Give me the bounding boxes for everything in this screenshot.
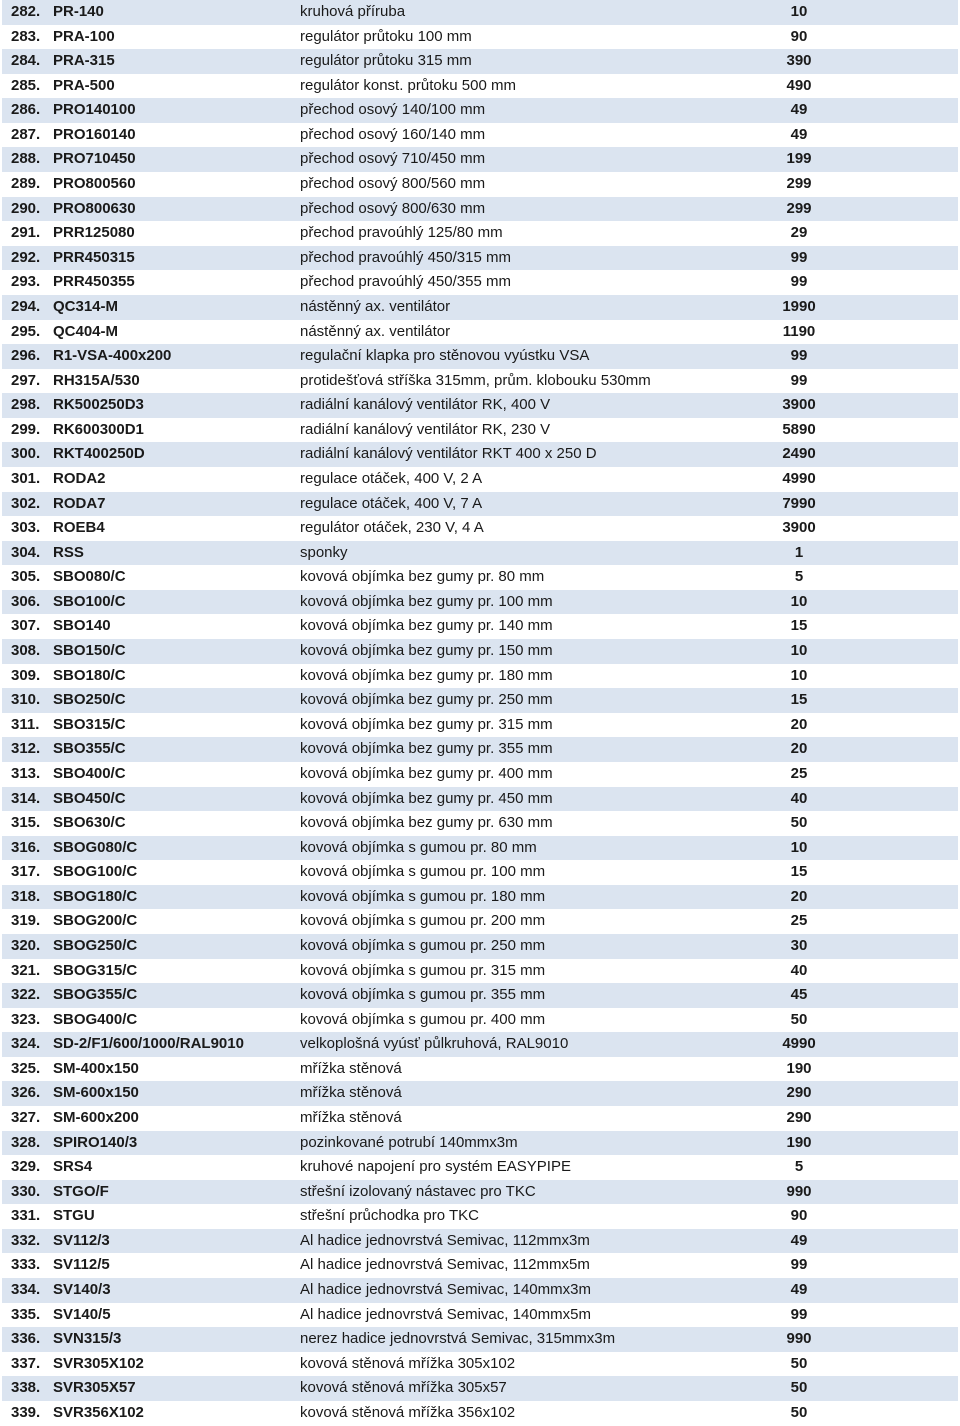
row-number: 290. [11,199,41,217]
product-code: PRO710450 [53,150,136,168]
table-row [2,541,958,566]
product-description: kovová objímka bez gumy pr. 180 mm [300,666,553,684]
product-description: kovová objímka s gumou pr. 355 mm [300,986,546,1004]
product-code: SVR305X102 [53,1354,144,1372]
product-price: 30 [790,936,808,954]
product-description: kovová stěnová mřížka 356x102 [300,1403,516,1421]
row-number: 286. [11,101,41,119]
product-code: PRO140100 [53,101,136,119]
row-number: 294. [11,297,41,315]
table-row [2,1401,958,1426]
product-price: 15 [790,617,808,635]
product-description: pozinkované potrubí 140mmx3m [300,1133,518,1151]
table-row [2,1131,958,1156]
product-description: přechod pravoúhlý 450/315 mm [300,248,511,266]
product-description: Al hadice jednovrstvá Semivac, 112mmx3m [300,1231,590,1249]
row-number: 321. [11,961,41,979]
product-price: 1190 [782,322,816,340]
product-description: přechod pravoúhlý 450/355 mm [300,273,511,291]
product-description: přechod pravoúhlý 125/80 mm [300,224,503,242]
row-number: 338. [11,1379,41,1397]
product-price: 290 [786,1109,812,1127]
product-code: PRR450315 [53,248,135,266]
product-description: kovová objímka s gumou pr. 100 mm [300,863,546,881]
row-number: 313. [11,764,41,782]
product-price: 15 [790,691,808,709]
product-description: kovová objímka bez gumy pr. 630 mm [300,814,553,832]
row-number: 311. [11,715,40,733]
table-row [2,270,958,295]
table-row [2,98,958,123]
product-code: STGO/F [53,1182,109,1200]
product-code: SBO180/C [53,666,126,684]
product-code: SBO630/C [53,814,126,832]
product-code: SBO450/C [53,789,126,807]
table-row [2,1253,958,1278]
product-description: kovová objímka bez gumy pr. 140 mm [300,617,553,635]
product-description: sponky [300,543,348,561]
table-row [2,1352,958,1377]
product-code: SV112/5 [53,1256,110,1274]
product-price: 49 [790,1231,808,1249]
product-code: ROEB4 [53,519,105,537]
product-code: SM-600x200 [53,1109,139,1127]
product-description: kovová objímka bez gumy pr. 315 mm [300,715,553,733]
product-price: 299 [786,199,812,217]
product-price: 49 [790,1281,808,1299]
table-row [2,197,958,222]
product-description: radiální kanálový ventilátor RKT 400 x 250 D [300,445,597,463]
row-number: 318. [11,887,41,905]
product-price: 5890 [782,420,816,438]
product-price: 3900 [782,519,816,537]
product-description: regulátor průtoku 315 mm [300,52,472,70]
product-price: 90 [790,1207,808,1225]
product-price: 50 [790,1403,808,1421]
table-row [2,516,958,541]
product-code: SVR305X57 [53,1379,136,1397]
table-row [2,1303,958,1328]
table-row [2,885,958,910]
product-description: nástěnný ax. ventilátor [300,322,451,340]
product-price: 190 [786,1133,812,1151]
product-description: regulátor konst. průtoku 500 mm [300,76,516,94]
row-number: 297. [11,371,41,389]
row-number: 299. [11,420,41,438]
product-description: radiální kanálový ventilátor RK, 230 V [300,420,551,438]
table-row [2,1081,958,1106]
product-description: kovová objímka bez gumy pr. 250 mm [300,691,553,709]
product-description: regulátor otáček, 230 V, 4 A [300,519,484,537]
product-description: kruhové napojení pro systém EASYPIPE [300,1158,571,1176]
row-number: 304. [11,543,41,561]
product-description: regulátor průtoku 100 mm [300,27,472,45]
table-row [2,1155,958,1180]
product-price: 4990 [782,469,816,487]
product-code: PRA-500 [53,76,115,94]
product-price: 190 [786,1059,812,1077]
row-number: 323. [11,1010,41,1028]
row-number: 307. [11,617,41,635]
product-code: SBO140 [53,617,111,635]
product-code: SBOG100/C [53,863,138,881]
table-row [2,1032,958,1057]
row-number: 291. [11,224,41,242]
product-code: PRR125080 [53,224,135,242]
product-price: 99 [790,1256,808,1274]
product-price: 99 [790,273,808,291]
row-number: 283. [11,27,41,45]
table-row [2,1376,958,1401]
product-code: STGU [53,1207,95,1225]
product-code: PRO160140 [53,125,136,143]
product-price: 20 [790,740,808,758]
product-price: 29 [790,224,808,242]
row-number: 339. [11,1403,41,1421]
row-number: 282. [11,3,41,20]
product-price: 10 [790,3,808,20]
product-price: 290 [786,1084,812,1102]
product-description: kovová objímka s gumou pr. 80 mm [300,838,537,856]
product-price: 40 [790,789,808,807]
product-price: 5 [794,1158,804,1176]
product-code: RODA7 [53,494,106,512]
product-code: SM-400x150 [53,1059,139,1077]
product-price: 20 [790,887,808,905]
product-code: SBO355/C [53,740,126,758]
table-row [2,369,958,394]
row-number: 334. [11,1281,41,1299]
product-description: kovová objímka s gumou pr. 180 mm [300,887,546,905]
product-price: 50 [790,1379,808,1397]
product-price: 10 [790,642,808,660]
product-description: regulační klapka pro stěnovou vyústku VSA [300,347,590,365]
table-row [2,737,958,762]
row-number: 331. [11,1207,41,1225]
product-description: střešní průchodka pro TKC [300,1207,479,1225]
product-price: 49 [790,101,808,119]
table-row [2,320,958,345]
product-code: SBOG200/C [53,912,138,930]
table-row [2,688,958,713]
table-row [2,295,958,320]
table-row [2,590,958,615]
product-code: RODA2 [53,469,106,487]
product-code: QC404-M [53,322,119,340]
row-number: 333. [11,1256,41,1274]
row-number: 319. [11,912,41,930]
product-price: 40 [790,961,808,979]
product-code: RH315A/530 [53,371,140,389]
table-row [2,221,958,246]
row-number: 298. [11,396,41,414]
product-description: kovová objímka bez gumy pr. 100 mm [300,592,553,610]
product-price: 99 [790,1305,808,1323]
row-number: 287. [11,125,41,143]
row-number: 308. [11,642,41,660]
table-row [2,467,958,492]
product-code: RSS [53,543,84,561]
row-number: 306. [11,592,41,610]
product-description: přechod osový 710/450 mm [300,150,486,168]
product-price: 2490 [782,445,816,463]
row-number: 336. [11,1330,41,1348]
product-code: SBOG080/C [53,838,138,856]
product-price: 50 [790,1010,808,1028]
product-price: 49 [790,125,808,143]
product-description: velkoplošná vyúsť půlkruhová, RAL9010 [300,1035,569,1053]
product-code: RK500250D3 [53,396,144,414]
product-price: 490 [786,76,812,94]
product-price: 390 [786,52,812,70]
table-row [2,909,958,934]
product-price: 5 [794,568,804,586]
product-description: kovová objímka bez gumy pr. 450 mm [300,789,553,807]
product-code: SVN315/3 [53,1330,122,1348]
table-row [2,492,958,517]
row-number: 327. [11,1109,41,1127]
product-description: kovová objímka bez gumy pr. 80 mm [300,568,545,586]
table-row [2,246,958,271]
product-description: kovová objímka s gumou pr. 400 mm [300,1010,546,1028]
table-row [2,860,958,885]
product-price: 299 [786,175,812,193]
product-code: PRO800560 [53,175,136,193]
table-row [2,172,958,197]
table-row [2,74,958,99]
product-code: QC314-M [53,297,119,315]
product-description: kovová objímka s gumou pr. 250 mm [300,936,546,954]
row-number: 302. [11,494,41,512]
product-code: PRA-100 [53,27,115,45]
row-number: 322. [11,986,41,1004]
table-row [2,418,958,443]
row-number: 326. [11,1084,41,1102]
table-row [2,1327,958,1352]
product-code: SBOG315/C [53,961,138,979]
product-code: PRA-315 [53,52,115,70]
row-number: 317. [11,863,41,881]
product-code: PRO800630 [53,199,136,217]
row-number: 314. [11,789,41,807]
row-number: 285. [11,76,41,94]
product-code: SBO150/C [53,642,126,660]
product-description: kovová objímka bez gumy pr. 400 mm [300,764,553,782]
row-number: 303. [11,519,41,537]
row-number: 329. [11,1158,41,1176]
table-row [2,811,958,836]
table-row [2,393,958,418]
table-row [2,49,958,74]
table-row [2,1229,958,1254]
row-number: 312. [11,740,41,758]
table-row [2,147,958,172]
product-description: kovová objímka s gumou pr. 315 mm [300,961,546,979]
product-description: kovová objímka bez gumy pr. 355 mm [300,740,553,758]
row-number: 320. [11,936,41,954]
product-description: přechod osový 140/100 mm [300,101,486,119]
row-number: 284. [11,52,41,70]
table-row [2,836,958,861]
product-price: 90 [790,27,808,45]
product-price: 1990 [782,297,816,315]
row-number: 332. [11,1231,41,1249]
table-row [2,1204,958,1229]
product-code: PRR450355 [53,273,135,291]
product-price: 1 [794,543,804,561]
product-code: SM-600x150 [53,1084,139,1102]
table-row [2,25,958,50]
product-description: střešní izolovaný nástavec pro TKC [300,1182,536,1200]
product-description: přechod osový 800/630 mm [300,199,486,217]
product-description: Al hadice jednovrstvá Semivac, 112mmx5m [300,1256,590,1274]
row-number: 301. [11,469,41,487]
table-row [2,639,958,664]
product-description: přechod osový 160/140 mm [300,125,486,143]
product-description: mřížka stěnová [300,1084,402,1102]
product-code: SBO100/C [53,592,126,610]
table-row [2,614,958,639]
product-code: RKT400250D [53,445,145,463]
product-description: nástěnný ax. ventilátor [300,297,451,315]
product-code: SPIRO140/3 [53,1133,138,1151]
table-row [2,983,958,1008]
product-price: 45 [790,986,808,1004]
product-price: 99 [790,347,808,365]
table-row [2,664,958,689]
product-code: SRS4 [53,1158,93,1176]
table-row [2,762,958,787]
row-number: 292. [11,248,41,266]
product-code: SBO080/C [53,568,126,586]
table-row [2,934,958,959]
product-price: 10 [790,838,808,856]
product-price: 99 [790,371,808,389]
table-row [2,123,958,148]
product-description: regulace otáček, 400 V, 2 A [300,469,483,487]
row-number: 315. [11,814,41,832]
product-price: 25 [790,764,808,782]
product-price: 990 [786,1330,812,1348]
table-row [2,959,958,984]
product-code: SBOG250/C [53,936,138,954]
product-price: 15 [790,863,808,881]
product-code: SV140/5 [53,1305,111,1323]
product-description: kovová objímka s gumou pr. 200 mm [300,912,546,930]
row-number: 316. [11,838,41,856]
product-description: kruhová příruba [300,3,406,20]
table-row [2,713,958,738]
table-row [2,442,958,467]
row-number: 324. [11,1035,41,1053]
row-number: 309. [11,666,41,684]
table-row [2,1008,958,1033]
table-row [2,1057,958,1082]
product-code: SV140/3 [53,1281,111,1299]
product-code: SVR356X102 [53,1403,144,1421]
product-description: Al hadice jednovrstvá Semivac, 140mmx3m [300,1281,591,1299]
row-number: 296. [11,347,41,365]
product-description: kovová objímka bez gumy pr. 150 mm [300,642,553,660]
product-code: SD-2/F1/600/1000/RAL9010 [53,1035,244,1053]
product-code: RK600300D1 [53,420,144,438]
table-row [2,344,958,369]
row-number: 310. [11,691,41,709]
table-row [2,1106,958,1131]
table-row [2,787,958,812]
row-number: 288. [11,150,41,168]
row-number: 295. [11,322,41,340]
product-price: 50 [790,1354,808,1372]
product-description: protidešťová stříška 315mm, prům. klobouku 530mm [300,371,651,389]
product-description: nerez hadice jednovrstvá Semivac, 315mmx3m [300,1330,616,1348]
product-price: 25 [790,912,808,930]
product-price: 3900 [782,396,816,414]
row-number: 328. [11,1133,41,1151]
product-price: 50 [790,814,808,832]
product-code: SBO315/C [53,715,126,733]
product-price: 7990 [782,494,816,512]
row-number: 330. [11,1182,41,1200]
table-row [2,1180,958,1205]
product-code: R1-VSA-400x200 [53,347,172,365]
product-description: radiální kanálový ventilátor RK, 400 V [300,396,551,414]
product-description: kovová stěnová mřížka 305x102 [300,1354,516,1372]
table-row [2,565,958,590]
row-number: 289. [11,175,41,193]
product-description: mřížka stěnová [300,1059,402,1077]
row-number: 305. [11,568,41,586]
table-row [2,0,958,25]
product-price: 10 [790,666,808,684]
table-row [2,1278,958,1303]
product-price: 4990 [782,1035,816,1053]
product-code: SV112/3 [53,1231,110,1249]
row-number: 335. [11,1305,41,1323]
product-price: 199 [786,150,812,168]
product-price: 10 [790,592,808,610]
product-code: SBOG355/C [53,986,138,1004]
product-description: přechod osový 800/560 mm [300,175,486,193]
product-description: kovová stěnová mřížka 305x57 [300,1379,507,1397]
product-code: SBO400/C [53,764,126,782]
product-code: SBOG180/C [53,887,138,905]
product-price: 990 [786,1182,812,1200]
row-number: 293. [11,273,41,291]
product-price: 20 [790,715,808,733]
product-code: SBO250/C [53,691,126,709]
product-description: regulace otáček, 400 V, 7 A [300,494,483,512]
product-code: PR-140 [53,3,104,20]
product-price: 99 [790,248,808,266]
row-number: 337. [11,1354,41,1372]
row-number: 325. [11,1059,41,1077]
product-code: SBOG400/C [53,1010,138,1028]
product-description: mřížka stěnová [300,1109,402,1127]
product-description: Al hadice jednovrstvá Semivac, 140mmx5m [300,1305,591,1323]
row-number: 300. [11,445,41,463]
